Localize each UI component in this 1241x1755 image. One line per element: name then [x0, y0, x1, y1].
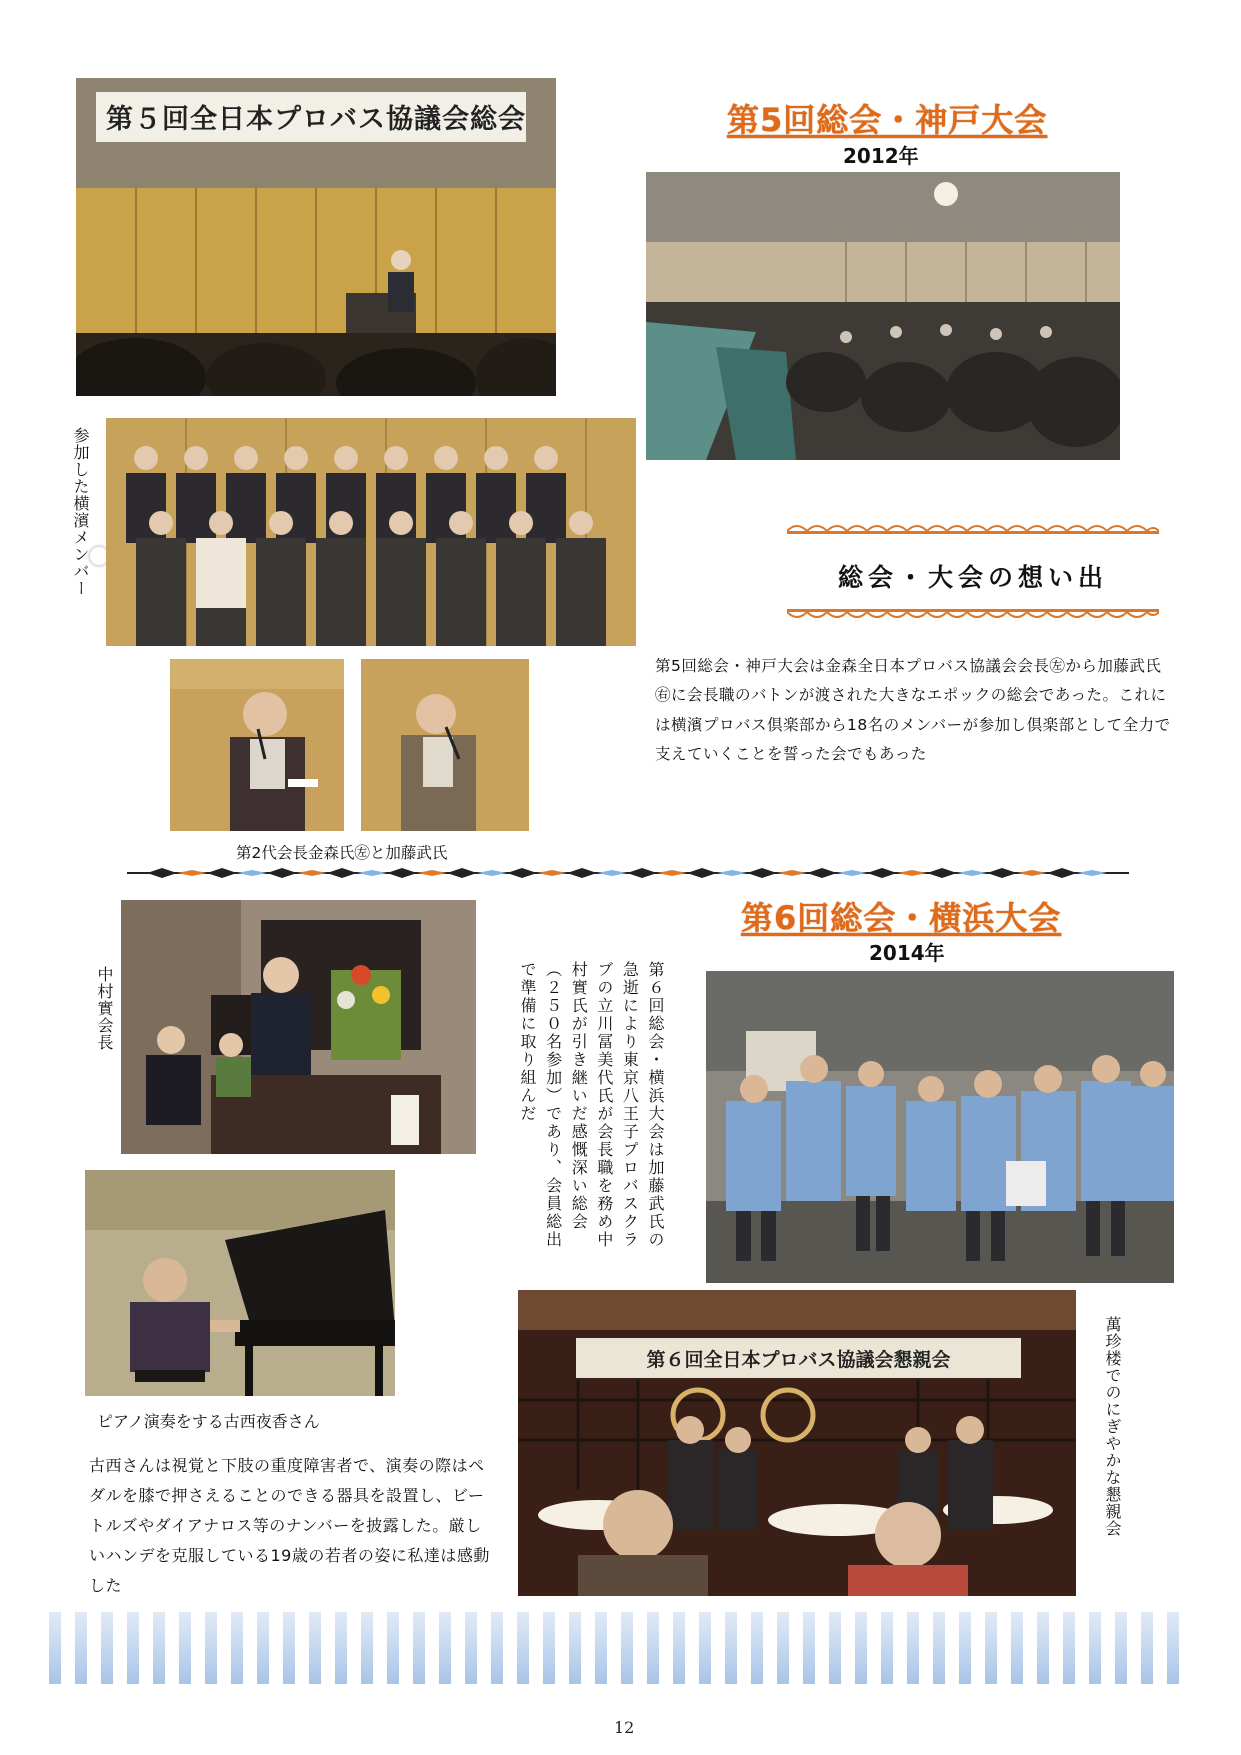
photo-nakamura-speech: [121, 900, 476, 1154]
nakamura-side-caption: 中村實会長: [95, 966, 114, 1051]
memories-title: 総会・大会の想い出: [837, 563, 1108, 592]
piano-description: 古西さんは視覚と下肢の重度障害者で、演奏の際はペダルを膝で押さえることのできる器具を設置し、ビートルズやダイアナロス等のナンバーを披露した。厳しいハンデを克服している19歳の若者の姿に私達は感動した: [89, 1456, 490, 1596]
section2-vertical-body: 第６回総会・横浜大会は加藤武氏の急逝により東京八王子プロバスクラブの立川冨美代氏が会長職を務め中村實氏が引き継いだ感慨深い総会（２５０名参加）であり、会員総出で準備に取り組んだ: [518, 961, 665, 1249]
stage-banner-text: 第５回全日本プロバス協議会総会: [106, 104, 526, 135]
photo-banquet-party: [518, 1290, 1076, 1596]
footer-stripe-band: [49, 1612, 1181, 1684]
piano-caption: ピアノ演奏をする古西夜香さん: [97, 1412, 320, 1431]
page-number: 12: [614, 1718, 635, 1737]
section1-year: 2012年: [843, 144, 919, 168]
section2-title: 第6回総会・横浜大会: [741, 899, 1062, 937]
section2-year: 2014年: [869, 941, 945, 965]
banquet-side-caption: 萬珍楼でのにぎやかな懇親会: [1103, 1316, 1122, 1537]
decorative-border-top: [787, 521, 1159, 535]
banquet-banner-text: 第６回全日本プロバス協議会懇親会: [646, 1349, 951, 1371]
speakers-caption: 第2代会長金森氏㊧と加藤武氏: [236, 844, 448, 862]
photo-pianist: [85, 1170, 395, 1396]
section1-title: 第5回総会・神戸大会: [727, 101, 1048, 139]
photo-speaker-kato: [361, 659, 529, 831]
photo-blue-jackets: [706, 971, 1174, 1283]
section1-body: 第5回総会・神戸大会は金森全日本プロバス協議会会長㊧から加藤武氏㊨に会長職のバトンが渡された大きなエポックの総会であった。これには横濱プロバス倶楽部から18名のメンバーが参加し倶楽部として全力で支えていくことを誓った会でもあった: [655, 657, 1171, 764]
photo-speaker-kanamori: [170, 659, 344, 831]
section-divider: [127, 868, 1129, 878]
photo-hall-audience: [646, 172, 1120, 460]
photo-stage-speech: [76, 78, 556, 396]
members-side-caption: 参加した横濱メンバー: [71, 427, 90, 597]
decorative-border-bottom: [787, 608, 1159, 622]
photo-group-members: [106, 418, 636, 646]
